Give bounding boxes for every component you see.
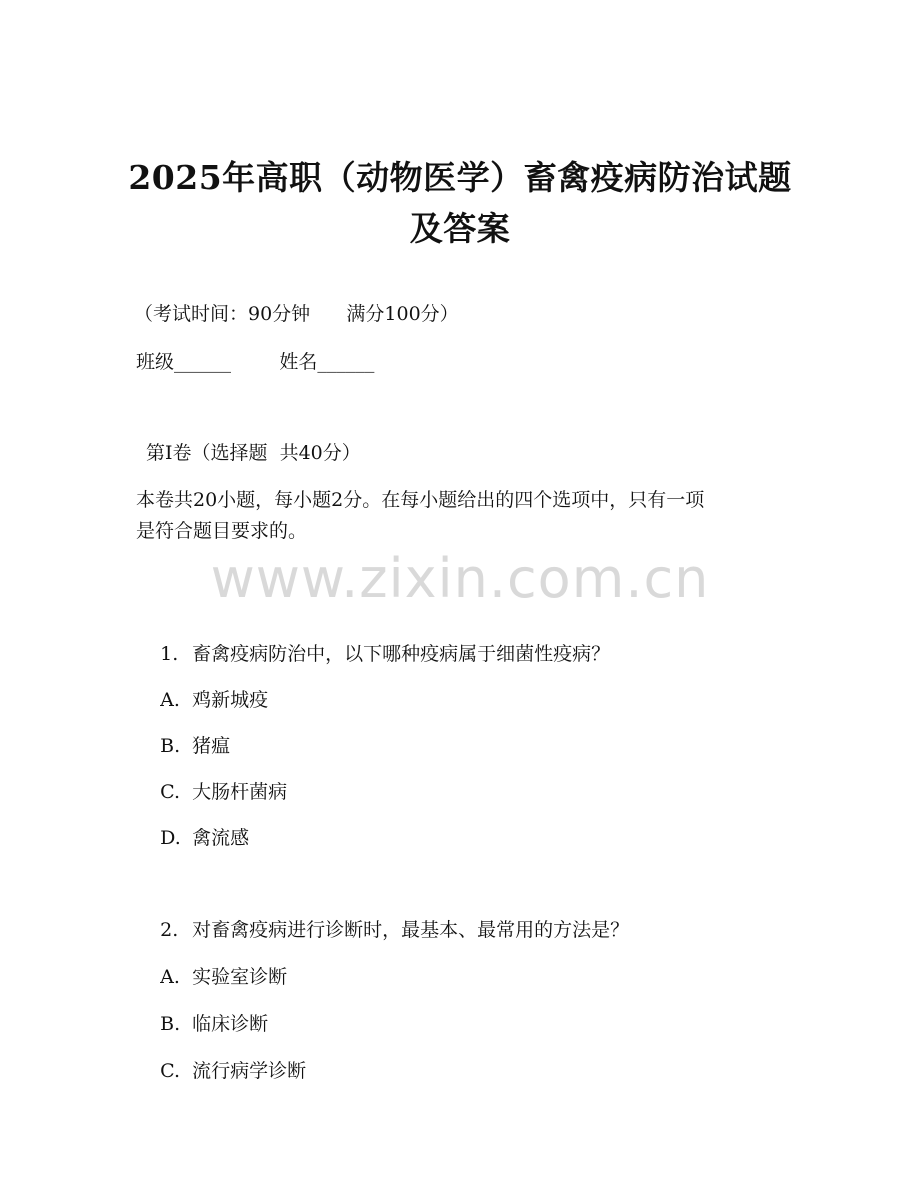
option-key: C.	[160, 781, 181, 803]
section-heading: 第I卷（选择题 共40分）	[146, 442, 361, 464]
question-number: 2.	[160, 919, 179, 941]
option-key: C.	[160, 1060, 181, 1082]
option-text: 鸡新城疫	[192, 689, 269, 711]
class-name-fields: 班级______ 姓名______	[136, 351, 375, 373]
option-key: B.	[160, 735, 181, 757]
watermark: www.zixin.com.cn	[210, 547, 710, 610]
option-text: 临床诊断	[192, 1013, 269, 1035]
question-2-option-c	[136, 1029, 306, 1113]
document-title-line-2: 及答案	[409, 209, 511, 248]
option-key: A.	[160, 689, 180, 711]
option-text: 实验室诊断	[192, 966, 288, 988]
document-title-line-1: 2025年高职（动物医学）畜禽疫病防治试题	[128, 158, 792, 197]
question-number: 1.	[160, 643, 179, 665]
option-key: B.	[160, 1013, 181, 1035]
option-text: 禽流感	[192, 827, 250, 849]
option-text: 流行病学诊断	[192, 1060, 307, 1082]
question-text: 畜禽疫病防治中，以下哪种疫病属于细菌性疫病？	[192, 643, 611, 665]
question-1-option-d	[136, 796, 249, 880]
instructions-line-2: 是符合题目要求的。	[136, 520, 308, 542]
option-key: A.	[160, 966, 180, 988]
option-key: D.	[160, 827, 181, 849]
exam-info: （考试时间：90分钟 满分100分）	[134, 303, 459, 325]
question-text: 对畜禽疫病进行诊断时，最基本、最常用的方法是？	[192, 919, 630, 941]
option-text: 大肠杆菌病	[192, 781, 288, 803]
instructions-line-1: 本卷共20小题，每小题2分。在每小题给出的四个选项中，只有一项	[136, 489, 705, 511]
option-text: 猪瘟	[192, 735, 231, 757]
